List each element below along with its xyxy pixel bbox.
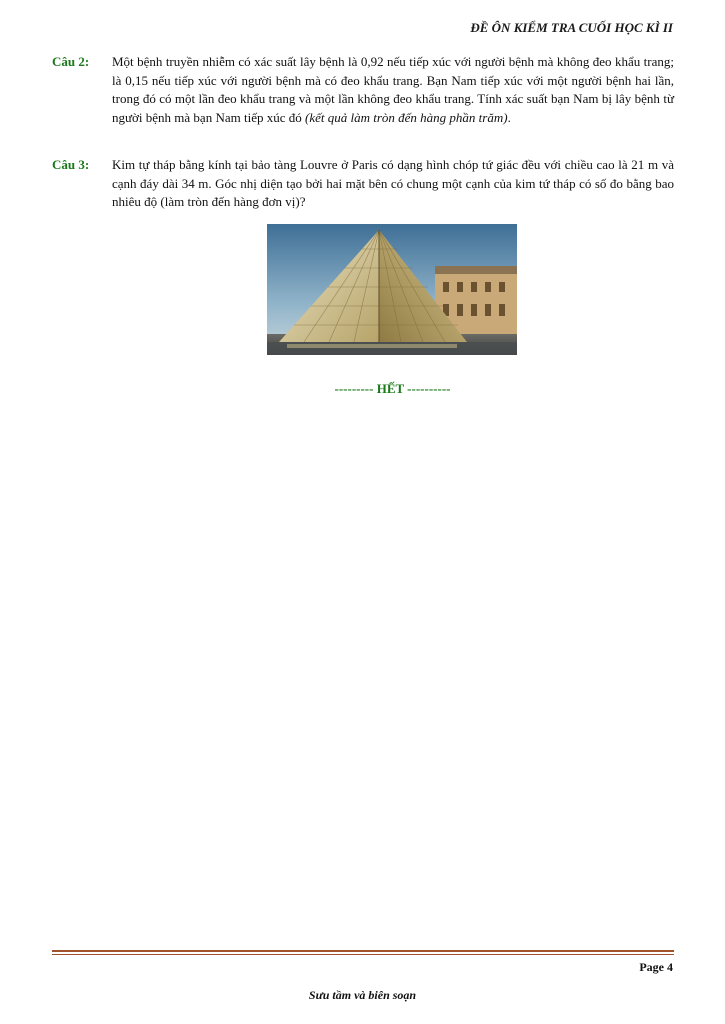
question-text <box>112 53 674 127</box>
document-header-title: ĐỀ ÔN KIỂM TRA CUỐI HỌC KÌ II <box>470 20 673 35</box>
question-text: Kim tự tháp bằng kính tại bảo tàng Louvre ở Paris có dạng hình chóp tứ giác đều với chiều cao là 21 m và cạnh đáy dài 34 m. Góc nhị diện tạo bởi hai mặt bên có chung một cạnh của kim tứ tháp có số đo bằng bao nhiêu độ (làm tròn đến hàng đơn vị)? <box>112 157 674 210</box>
question-end: . <box>507 109 511 125</box>
question-label: Câu 2: <box>52 54 90 69</box>
footer-divider <box>52 950 674 955</box>
rounding-note: (kết quả làm tròn đến hàng phần trăm) <box>305 109 508 125</box>
louvre-pyramid-photo <box>267 224 517 355</box>
footer-credit: Sưu tầm và biên soạn <box>308 988 417 1002</box>
question-3 <box>52 156 674 212</box>
question-label: Câu 3: <box>52 157 90 172</box>
end-mark: --------- HẾT ---------- <box>334 381 451 396</box>
question-2 <box>52 53 674 127</box>
page-number: Page 4 <box>639 960 673 974</box>
question-body: Một bệnh truyền nhiễm có xác suất lây bệnh là 0,92 nếu tiếp xúc với người bệnh mà không đeo khẩu trang; là 0,15 nếu tiếp xúc với người bệnh mà có đeo khẩu trang. Bạn Nam tiếp xúc với một người bệnh hai lần, trong đó có một lần đeo khẩu trang và một lần không đeo khẩu trang. Tính xác suất bạn Nam bị lây bệnh từ người bệnh mà bạn Nam tiếp xúc đó <box>112 54 674 125</box>
